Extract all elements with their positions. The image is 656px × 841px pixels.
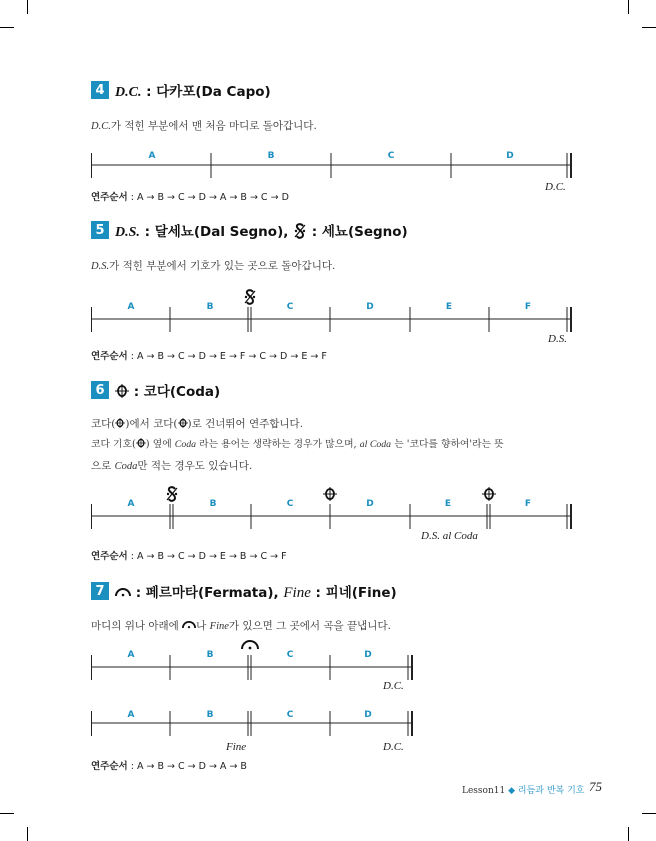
measure-label: A <box>127 499 135 509</box>
measure-label: C <box>286 710 294 720</box>
measure-label: A <box>127 710 135 720</box>
dc-abbr: D.C. <box>115 84 142 100</box>
crop-mark <box>642 27 656 28</box>
measure-label: D <box>506 151 514 161</box>
play-order: 연주순서 : A → B → C → D → E → B → C → F <box>91 551 287 562</box>
coda-icon <box>115 418 125 428</box>
crop-mark <box>0 27 14 28</box>
page-footer: Lesson11 ◆ 리듬과 반복 기호 <box>462 786 585 796</box>
section-7-heading: 7 : 페르마타(Fermata), Fine : 피네(Fine) <box>91 581 397 601</box>
ds-mark: D.S. <box>548 333 567 345</box>
segno-icon <box>293 223 307 239</box>
coda-icon <box>323 487 337 501</box>
coda-desc-line-2: 코다 기호( ) 옆에 Coda 라는 용어는 생략하는 경우가 많으며, al Coda 는 '코다를 향하여'라는 뜻 <box>91 439 504 450</box>
measure-label: C <box>286 302 294 312</box>
section-title: : 다카포(Da Capo) <box>141 83 271 100</box>
crop-mark <box>628 0 629 14</box>
section-4-description: D.C.가 적힌 부분에서 맨 처음 마디로 돌아갑니다. <box>91 120 317 132</box>
measure-label: B <box>267 151 275 161</box>
measure-label: D <box>364 710 372 720</box>
section-5-heading: 5 D.S. : 달세뇨(Dal Segno), : 세뇨(Segno) <box>91 220 408 240</box>
measure-label: A <box>127 650 135 660</box>
play-order: 연주순서 : A → B → C → D → A → B <box>91 761 247 772</box>
section-number: 4 <box>91 81 109 99</box>
fine-staff <box>91 703 421 743</box>
measure-label: D <box>364 650 372 660</box>
section-5-description: D.S.가 적힌 부분에서 기호가 있는 곳으로 돌아갑니다. <box>91 260 336 272</box>
measure-label: A <box>148 151 156 161</box>
fermata-icon <box>182 620 196 629</box>
crop-mark <box>642 813 656 814</box>
fermata-icon <box>242 641 258 649</box>
measure-label: B <box>206 650 214 660</box>
section-6-heading: 6 : 코다(Coda) <box>91 380 220 400</box>
crop-mark <box>628 827 629 841</box>
section-number: 5 <box>91 221 109 239</box>
section-7-description: 마디의 위나 아래에 나 Fine가 있으면 그 곳에서 곡을 끝냅니다. <box>91 620 391 632</box>
dc-mark: D.C. <box>383 741 404 753</box>
measure-label: F <box>524 499 532 509</box>
section-number: 7 <box>91 582 109 600</box>
section-4-heading <box>91 80 271 100</box>
measure-label: C <box>286 650 294 660</box>
segno-icon <box>245 290 255 304</box>
measure-label: B <box>206 710 214 720</box>
measure-label: D <box>366 499 374 509</box>
measure-label: F <box>524 302 532 312</box>
page-number: 75 <box>589 779 602 794</box>
dc-mark: D.C. <box>383 680 404 692</box>
fermata-icon <box>115 587 131 597</box>
measure-label: D <box>366 302 374 312</box>
section-number: 6 <box>91 381 109 399</box>
coda-desc-line-3: 으로 Coda만 적는 경우도 있습니다. <box>91 460 253 472</box>
measure-label: E <box>444 499 452 509</box>
footer-topic: 리듬과 반복 기호 <box>517 786 585 796</box>
coda-desc-line-1: 코다( )에서 코다( )로 건너뛰어 연주합니다. <box>91 418 304 430</box>
measure-label: C <box>286 499 294 509</box>
coda-icon <box>482 487 496 501</box>
crop-mark <box>27 827 28 841</box>
crop-mark <box>0 813 14 814</box>
play-order: 연주순서 : A → B → C → D → A → B → C → D <box>91 192 289 203</box>
ds-abbr: D.S. <box>115 224 140 240</box>
segno-icon <box>167 487 177 501</box>
coda-icon <box>115 384 129 398</box>
measure-label: B <box>209 499 217 509</box>
measure-label: C <box>387 151 395 161</box>
fermata-staff <box>91 637 421 687</box>
coda-icon <box>136 438 146 448</box>
coda-staff <box>91 484 575 534</box>
ds-staff <box>91 287 575 337</box>
crop-mark <box>27 0 28 14</box>
dc-mark: D.C. <box>545 181 566 193</box>
fine-mark: Fine <box>226 741 247 753</box>
play-order: 연주순서 : A → B → C → D → E → F → C → D → E → F <box>91 351 327 362</box>
measure-label: A <box>127 302 135 312</box>
coda-icon <box>178 418 188 428</box>
measure-label: B <box>206 302 214 312</box>
dc-staff <box>91 148 575 188</box>
measure-label: E <box>445 302 453 312</box>
ds-al-coda-mark: D.S. al Coda <box>421 530 478 542</box>
diamond-icon: ◆ <box>508 786 516 796</box>
